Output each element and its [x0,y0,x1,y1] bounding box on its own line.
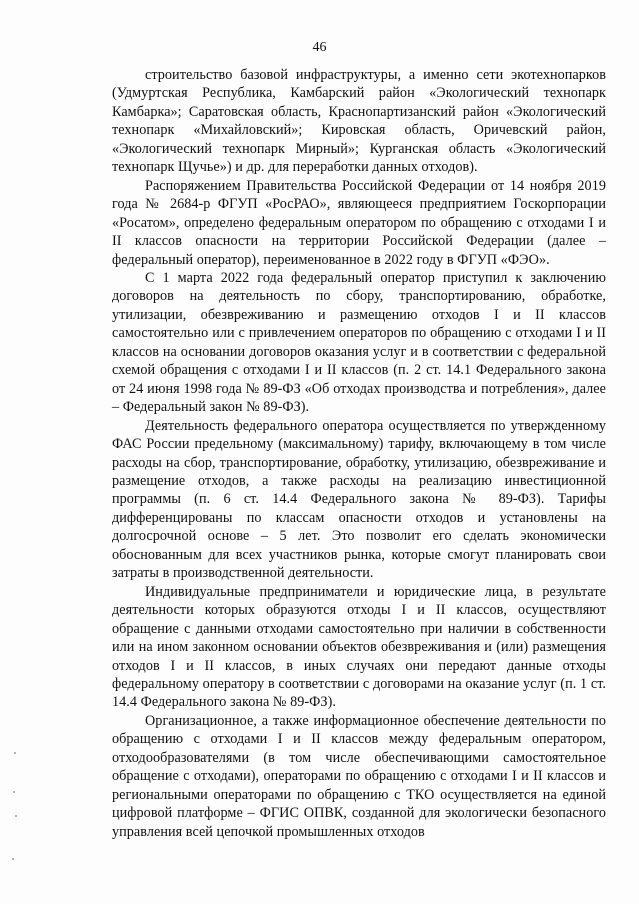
scan-artifact [15,815,17,817]
scan-artifact [12,858,14,860]
scan-artifact [14,752,16,754]
paragraph-2: Распоряжением Правительства Российской Федерации от 14 ноября 2019 года № 2684-р ФГУП «РосРАО», являющееся предприятием Госкорпорации «Росатом», определено федеральным оператором по обращению с отходами I и II классов опасности на территории Российской Федерации (далее – федеральный оператор), переименованное в 2022 году в ФГУП «ФЭО». [112,177,606,268]
paragraph-6: Организационное, а также информационное обеспечение деятельности по обращению с отходами I и II классов между федеральным оператором, отходообразователями (в том числе обеспечивающими самостоятельное обращение с отходами), операторами по обращению с отходами I и II классов и региональными операторами по обращению с ТКО осуществляется на единой цифровой платформе – ФГИС ОПВК, созданной для экологически безопасного управления всей цепочкой промышленных отходов [112,712,606,840]
page-number: 46 [312,40,327,55]
paragraph-1: строительство базовой инфраструктуры, а именно сети экотехнопарков (Удмуртская Республика, Камбарский район «Экологический технопарк Камбарка»; Саратовская область, Краснопартизанский район «Экологический технопарк «Михайловский»; Кировская область, Оричевский район, «Экологический технопарк Мирный»; Курганская область «Экологический технопарк Щучье») и др. для переработки данных отходов). [112,67,606,176]
paragraph-5: Индивидуальные предприниматели и юридические лица, в результате деятельности которых образуются отходы I и II классов, осуществляют обращение с данными отходами самостоятельно при наличии в собственности или на ином законном основании объектов обезвреживания и (или) размещения отходов I и II классов, в иных случаях они передают данные отходы федеральному оператору в соответствии с договорами на оказание услуг (п. 1 ст. 14.4 Федерального закона № 89-ФЗ). [112,583,606,711]
scan-artifact [13,791,15,793]
paragraph-4: Деятельность федерального оператора осуществляется по утвержденному ФАС России предельному (максимальному) тарифу, включающему в том числе расходы на сбор, транспортирование, обработку, утилизацию, обезвреживание и размещение отходов, а также расходы на реализацию инвестиционной программы (п. 6 ст. 14.4 Федерального закона № 89-ФЗ). Тарифы дифференцированы по классам опасности отходов и установлены на долгосрочной основе – 5 лет. Это позволит его сделать экономически обоснованным для всех участников рынка, которые смогут планировать свои затраты в производственной деятельности. [112,417,606,582]
paragraph-3: С 1 марта 2022 года федеральный оператор приступил к заключению договоров на деятельность по сбору, транспортированию, обработке, утилизации, обезвреживанию и размещению отходов I и II классов самостоятельно или с привлечением операторов по обращению с отходами I и II классов на основании договоров оказания услуг и в соответствии с федеральной схемой обращения с отходами I и II классов (п. 2 ст. 14.1 Федерального закона от 24 июня 1998 года № 89-ФЗ «Об отходах производства и потребления», далее – Федеральный закон № 89-ФЗ). [112,269,606,416]
document-body [112,66,606,841]
